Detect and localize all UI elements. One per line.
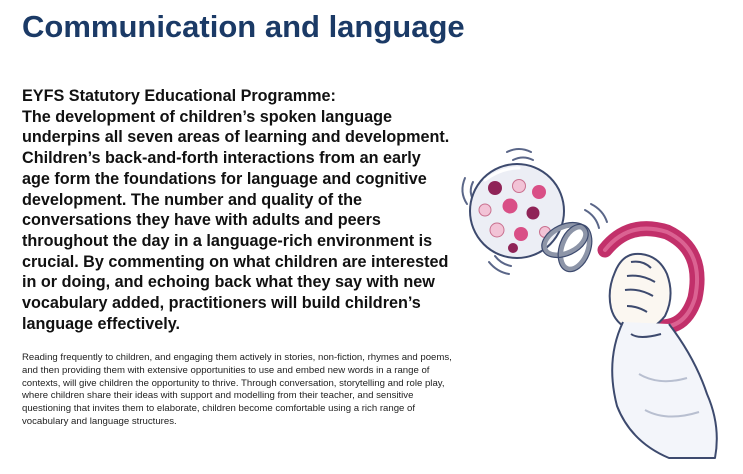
programme-section	[22, 86, 452, 334]
programme-heading: EYFS Statutory Educational Programme:	[22, 87, 336, 105]
programme-text: The development of children’s spoken language underpins all seven areas of learning and development. Children’s back-and-forth interactions from an early age form the foundations for language and cognitive development. The number and quality of the conversations they have with adults and peers throughout the day in a language-rich environment is crucial. By commenting on what children are interested in or doing, and echoing back what they say with new vocabulary added, practitioners will build children’s language effectively.	[22, 107, 450, 333]
rattle-globe	[470, 164, 564, 258]
page-title: Communication and language	[22, 9, 465, 44]
body-paragraph: Reading frequently to children, and engaging them actively in stories, non-fiction, rhymes and poems, and then providing them with extensive opportunities to use and embed new words in a range of contexts, will give children the opportunity to thrive. Through conversation, storytelling and role play, where children share their ideas with support and modelling from their teacher, and sensitive questioning that invites them to elaborate, children become comfortable using a rich range of vocabulary and language structures.	[22, 352, 452, 427]
baby-hand-holding-rattle-icon	[455, 140, 743, 474]
